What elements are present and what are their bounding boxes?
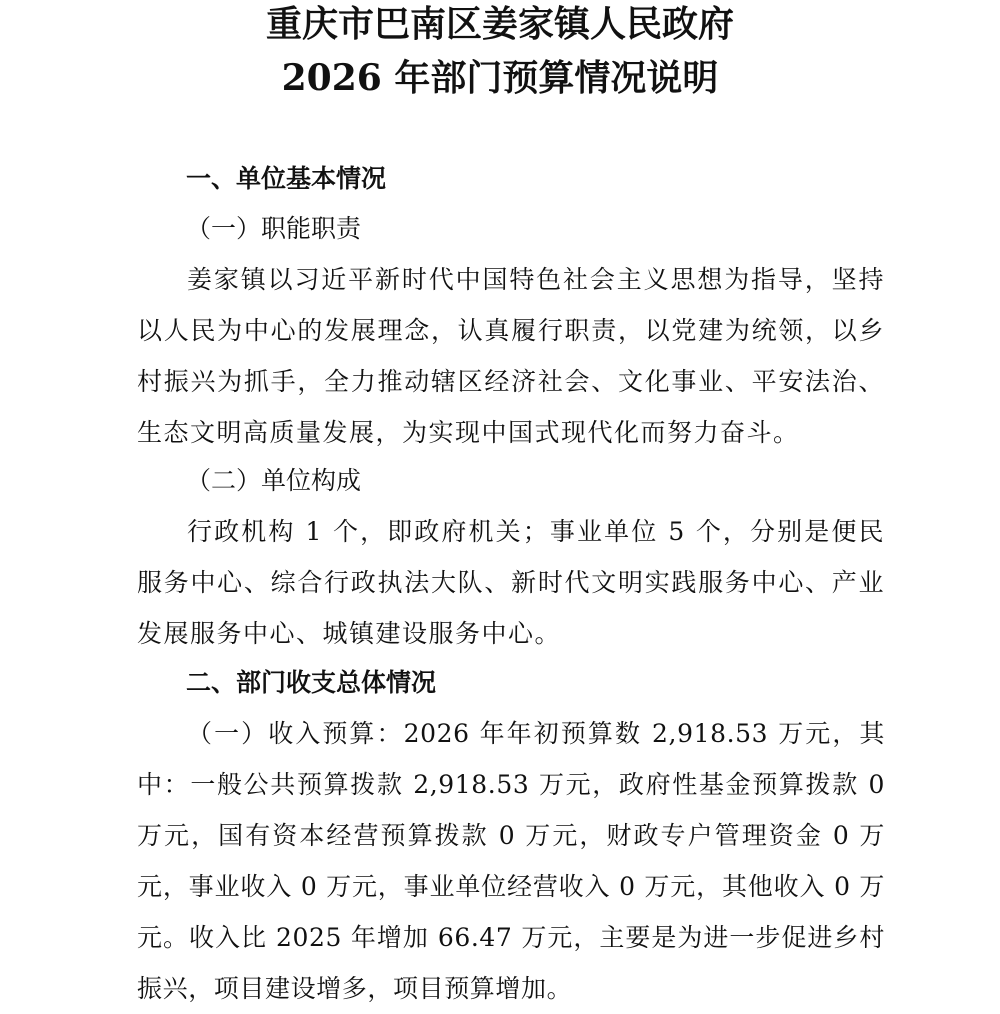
section1-heading: 一、单位基本情况 [186,164,387,193]
section2-sub1-paragraph: （一）收入预算：2026 年年初预算数 2,918.53 万元，其中：一般公共预算拨款 2,918.53 万元，政府性基金预算拨款 0 万元，国有资本经营预算拨款 0 万元，财政专户管理资金 0 万元，事业收入 0 万元，事业单位经营收入 0 万元，其他收入 0 万元。收入比 2025 年增加 66.47 万元，主要是为进一步促进乡村振兴，项目建设增多，项目预算增加。 [137,719,885,1003]
document-title-line2: 2026 年部门预算情况说明 [281,57,719,99]
section2-heading: 二、部门收支总体情况 [186,668,437,697]
section1-sub2-heading: （二）单位构成 [186,466,362,495]
document-title-line1: 重庆市巴南区姜家镇人民政府 [265,3,734,45]
section1-sub1-heading: （一）职能职责 [186,214,362,243]
section1-sub1-paragraph: 姜家镇以习近平新时代中国特色社会主义思想为指导，坚持以人民为中心的发展理念，认真履行职责，以党建为统领，以乡村振兴为抓手，全力推动辖区经济社会、文化事业、平安法治、生态文明高质量发展，为实现中国式现代化而努力奋斗。 [137,265,885,447]
section1-sub2-paragraph: 行政机构 1 个，即政府机关；事业单位 5 个，分别是便民服务中心、综合行政执法大队、新时代文明实践服务中心、产业发展服务中心、城镇建设服务中心。 [137,517,885,648]
